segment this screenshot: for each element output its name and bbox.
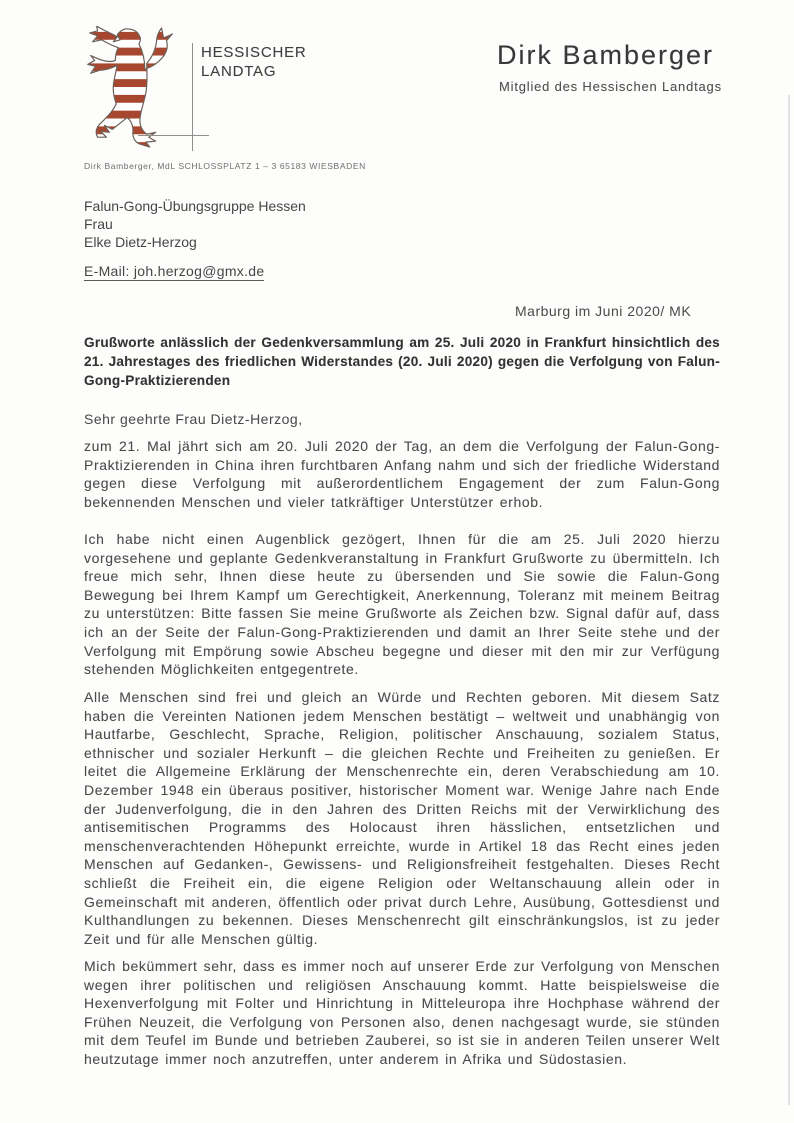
body-paragraph: zum 21. Mal jährt sich am 20. Juli 2020 der Tag, an dem die Verfolgung der Falun-Gong-Praktizierenden in China ihren furchtbaren Anfang nahm und sich der friedliche Widerstand gegen diese Verfolgung mit außerordentlichem Engagement der zum Falun-Gong bekennenden Menschen und vieler tatkräftiger Unterstützer erhob.: [84, 438, 720, 510]
sender-name: Dirk Bamberger: [497, 40, 715, 70]
body-paragraph: Ich habe nicht einen Augenblick gezögert, Ihnen für die am 25. Juli 2020 hierzu vorgesehene und geplante Gedenkveranstaltung in Frankfurt Grußworte zu übermitteln. Ich freue mich sehr, Ihnen diese heute zu übersenden und Sie sowie die Falun-Gong Bewegung bei Ihrem Kampf um Gerechtigkeit, Anerkennung, Toleranz mit meinem Beitrag zu unterstützen: Bitte fassen Sie meine Grußworte als Zeichen bzw. Signal dafür auf, dass ich an der Seite der Falun-Gong-Praktizierenden und damit an Ihrer Seite stehe und der Verfolgung mit Empörung sowie Abscheu begegne und dieser mit den mir zur Verfügung stehenden Möglichkeiten entgegentrete.: [84, 531, 720, 678]
subject-line: Grußworte anlässlich der Gedenkversammlung am 25. Juli 2020 in Frankfurt hinsichtlich des 21. Jahrestages des friedlichen Widerstandes (20. Juli 2020) gegen die Verfolgung von Falun-Gong-Praktizierenden: [84, 335, 720, 388]
body-paragraph: Alle Menschen sind frei und gleich an Würde und Rechten geboren. Mit diesem Satz haben die Vereinten Nationen jedem Menschen bestätigt – weltweit und unabhängig von Hautfarbe, Geschlecht, Sprache, Religion, politischer Anschauung, sozialem Status, ethnischer und sozialer Herkunft – die gleichen Rechte und Freiheiten zu genießen. Er leitet die Allgemeine Erklärung der Menschenrechte ein, deren Verabschiedung am 10. Dezember 1948 ein überaus positiver, historischer Moment war. Wenige Jahre nach Ende der Judenverfolgung, die in den Jahren des Dritten Reichs mit der Verwirklichung des antisemitischen Programms des Holocaust ihren hässlichen, entsetzlichen und menschenverachtenden Höhepunkt erreichte, wurde in Artikel 18 das Recht eines jeden Menschen auf Gedanken-, Gewissens- und Religionsfreiheit festgehalten. Dieses Recht schließt die Freiheit ein, die eigene Religion oder Weltanschauung allein oder in Gemeinschaft mit anderen, öffentlich oder privat durch Lehre, Ausübung, Gottesdienst und Kulthandlungen zu bekennen. Dieses Menschenrecht gilt einschränkungslos, ist zu jeder Zeit und für alle Menschen gültig.: [84, 689, 720, 947]
recipient-block: [84, 197, 306, 251]
salutation: Sehr geehrte Frau Dietz-Herzog,: [84, 411, 303, 427]
recipient-line: Elke Dietz-Herzog: [84, 234, 197, 250]
sender-role: Mitglied des Hessischen Landtags: [499, 79, 722, 94]
recipient-line: Frau: [84, 216, 113, 232]
org-name-line2: LANDTAG: [201, 63, 277, 80]
body-paragraph: Mich bekümmert sehr, dass es immer noch auf unserer Erde zur Verfolgung von Menschen wegen ihrer politischen und religiösen Anschauung kommt. Hatte beispielsweise die Hexenverfolgung mit Folter und Hinrichtung in Mitteleuropa ihre Hochphase während der Frühen Neuzeit, die Verfolgung von Personen also, denen nachgesagt wurde, sie stünden mit dem Teufel im Bunde und betrieben Zauberei, so ist sie in anderen Teilen unserer Welt heutzutage immer noch anzutreffen, unter anderem in Afrika und Südostasien.: [84, 958, 720, 1067]
recipient-email-line: E-Mail: joh.herzog@gmx.de: [84, 263, 265, 279]
place-date-line: Marburg im Juni 2020/ MK: [515, 303, 692, 319]
org-name: [201, 43, 307, 81]
registration-cross-line: [138, 135, 209, 136]
org-name-line1: HESSISCHER: [201, 44, 307, 61]
scan-artifact-line: [788, 95, 790, 1105]
hessen-lion-icon: [84, 26, 184, 150]
return-address-line: Dirk Bamberger, MdL SCHLOSSPLATZ 1 – 3 65183 WIESBADEN: [84, 161, 366, 171]
recipient-line: Falun-Gong-Übungsgruppe Hessen: [84, 198, 306, 214]
